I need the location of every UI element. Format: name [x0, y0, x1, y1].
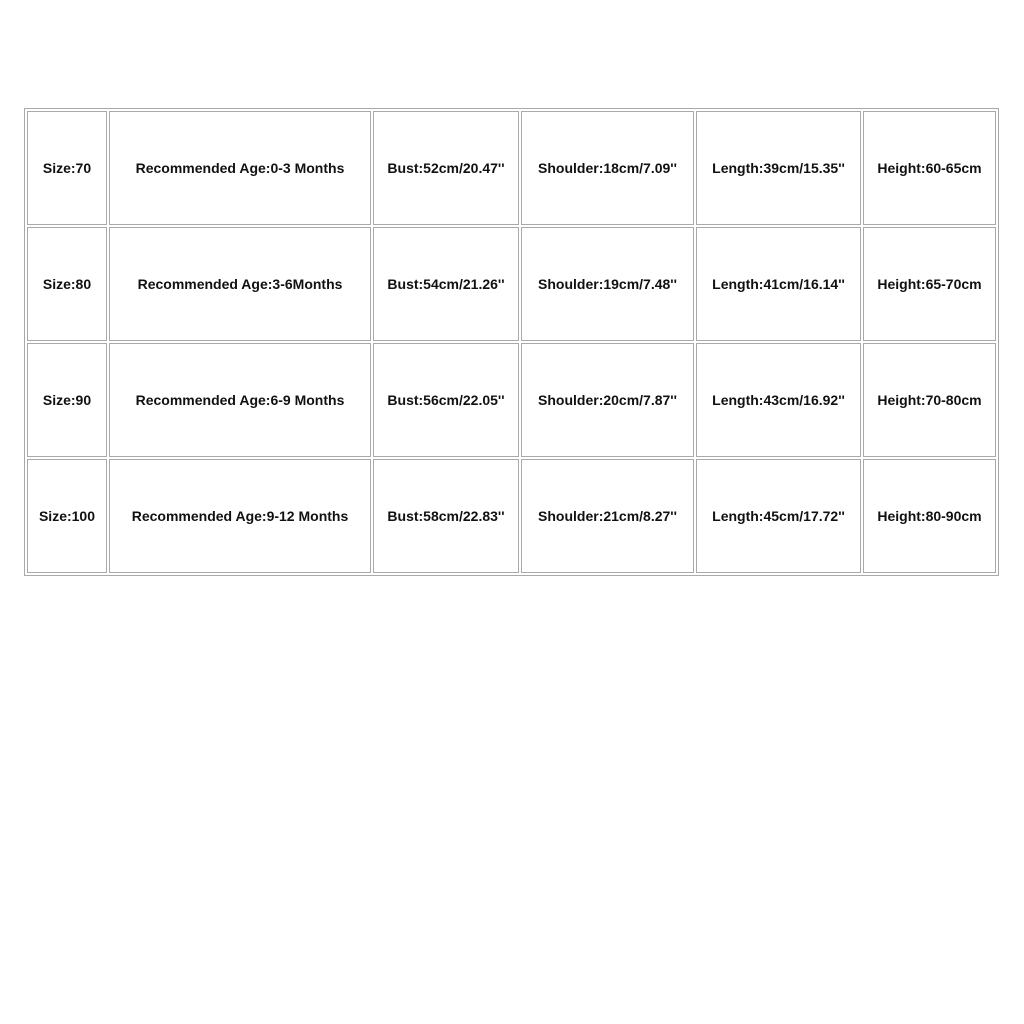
table-row [27, 459, 996, 573]
shoulder-cell: Shoulder:18cm/7.09'' [521, 111, 694, 225]
bust-cell: Bust:54cm/21.26'' [373, 227, 519, 341]
height-cell: Height:80-90cm [863, 459, 996, 573]
height-cell: Height:65-70cm [863, 227, 996, 341]
recommended-age-cell: Recommended Age:6-9 Months [109, 343, 371, 457]
length-cell: Length:43cm/16.92'' [696, 343, 861, 457]
recommended-age-cell: Recommended Age:0-3 Months [109, 111, 371, 225]
size-cell: Size:100 [27, 459, 107, 573]
height-cell: Height:70-80cm [863, 343, 996, 457]
length-cell: Length:45cm/17.72'' [696, 459, 861, 573]
size-cell: Size:70 [27, 111, 107, 225]
shoulder-cell: Shoulder:20cm/7.87'' [521, 343, 694, 457]
table-row [27, 343, 996, 457]
recommended-age-cell: Recommended Age:3-6Months [109, 227, 371, 341]
size-cell: Size:90 [27, 343, 107, 457]
table-row [27, 227, 996, 341]
size-cell: Size:80 [27, 227, 107, 341]
bust-cell: Bust:56cm/22.05'' [373, 343, 519, 457]
shoulder-cell: Shoulder:19cm/7.48'' [521, 227, 694, 341]
bust-cell: Bust:52cm/20.47'' [373, 111, 519, 225]
table-row [27, 111, 996, 225]
length-cell: Length:39cm/15.35'' [696, 111, 861, 225]
height-cell: Height:60-65cm [863, 111, 996, 225]
size-chart-table [24, 108, 999, 576]
length-cell: Length:41cm/16.14'' [696, 227, 861, 341]
bust-cell: Bust:58cm/22.83'' [373, 459, 519, 573]
shoulder-cell: Shoulder:21cm/8.27'' [521, 459, 694, 573]
recommended-age-cell: Recommended Age:9-12 Months [109, 459, 371, 573]
